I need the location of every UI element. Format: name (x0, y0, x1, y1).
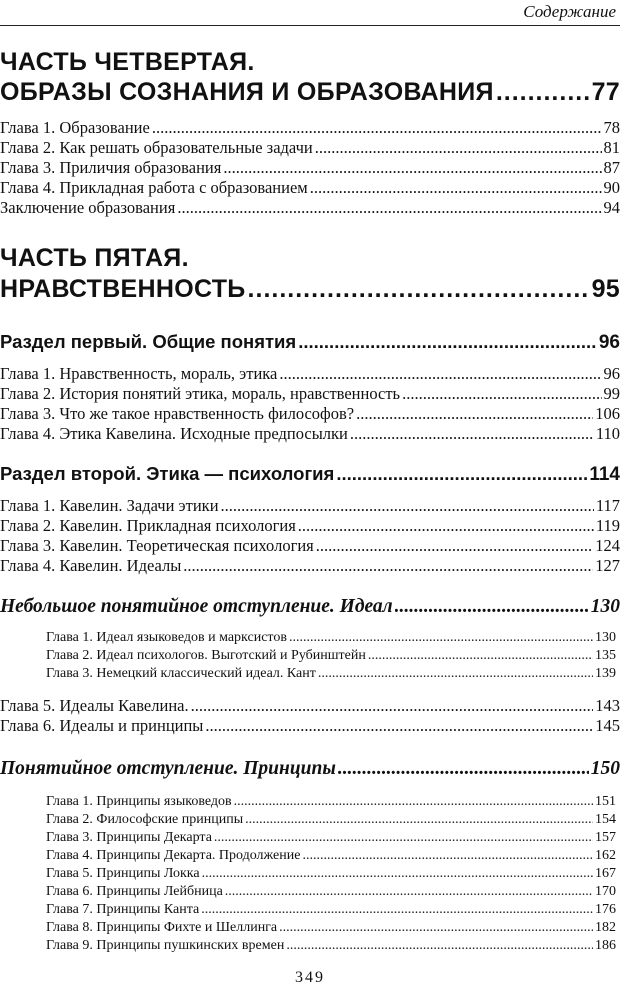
running-header: Содержание (523, 2, 616, 21)
toc-subentry (46, 648, 616, 664)
toc-entry (0, 536, 620, 556)
part5-title-line2: НРАВСТВЕННОСТЬ (0, 275, 246, 303)
toc-entry-title: Глава 8. Принципы Фихте и Шеллинга (46, 920, 278, 935)
part5-title-row (0, 275, 620, 304)
section1-title: Раздел первый. Общие понятия (0, 331, 297, 352)
toc-entry-page: 162 (595, 848, 616, 863)
toc-entry (0, 118, 620, 138)
toc-entry-page: 151 (595, 794, 616, 809)
toc-entry (0, 158, 620, 178)
toc-entry-title: Глава 2. История понятий этика, мораль, нравственность (0, 384, 401, 403)
toc-subentry (46, 830, 616, 846)
header-rule (0, 25, 620, 26)
toc-entry-page: 135 (595, 648, 616, 663)
part5-title-line1: ЧАСТЬ ПЯТАЯ. (0, 244, 189, 272)
toc-entry (0, 404, 620, 424)
toc-entry-title: Глава 2. Философские принципы (46, 812, 244, 827)
toc-entry-title: Глава 3. Что же такое нравственность философов? (0, 404, 355, 423)
section1-page: 96 (598, 332, 620, 353)
toc-entry-page: 170 (595, 884, 616, 899)
toc-entry (0, 198, 620, 218)
part4-page: 77 (591, 78, 620, 106)
toc-entry-title: Глава 2. Кавелин. Прикладная психология (0, 516, 296, 535)
toc-entry-page: 186 (595, 938, 616, 953)
toc-entry-title: Глава 3. Принципы Декарта (46, 830, 212, 845)
toc-entry-page: 154 (595, 812, 616, 827)
digression1-page: 130 (590, 596, 620, 617)
toc-entry-title: Глава 4. Прикладная работа с образованием (0, 178, 308, 197)
toc-entry-title: Глава 1. Кавелин. Задачи этики (0, 496, 219, 515)
digression1-title: Небольшое понятийное отступление. Идеал (0, 596, 393, 617)
toc-entry-title: Глава 1. Образование (0, 118, 150, 137)
part4-title-line2: ОБРАЗЫ СОЗНАНИЯ И ОБРАЗОВАНИЯ (0, 78, 494, 106)
part4-title-row (0, 78, 620, 107)
toc-entry-title: Глава 6. Принципы Лейбница (46, 884, 223, 899)
toc-subentry (46, 630, 616, 646)
toc-entry-title: Глава 5. Принципы Локка (46, 866, 200, 881)
section1-heading (0, 331, 620, 354)
toc-subentry (46, 848, 616, 864)
toc-entry-page: 78 (603, 118, 620, 137)
section2-page: 114 (589, 464, 620, 485)
toc-entry-title: Глава 4. Этика Кавелина. Исходные предпосылки (0, 424, 348, 443)
digression2-heading (0, 758, 620, 780)
toc-subentry (46, 884, 616, 900)
toc-entry (0, 556, 620, 576)
toc-entry-title: Глава 3. Приличия образования (0, 158, 222, 177)
digression2-title: Понятийное отступление. Принципы (0, 758, 336, 779)
toc-entry-page: 157 (595, 830, 616, 845)
toc-entry (0, 384, 620, 404)
toc-entry-title: Глава 4. Принципы Декарта. Продолжение (46, 848, 301, 863)
dot-leader (496, 78, 590, 107)
toc-entry-title: Глава 3. Кавелин. Теоретическая психология (0, 536, 314, 555)
toc-entry (0, 716, 620, 736)
toc-entry-title: Глава 3. Немецкий классический идеал. Кант (46, 666, 316, 681)
toc-entry-page: 119 (595, 516, 620, 535)
toc-entry-page: 110 (595, 424, 620, 443)
toc-subentry (46, 920, 616, 936)
toc-subentry (46, 866, 616, 882)
toc-entry-page: 94 (603, 198, 620, 217)
toc-entry-page: 130 (595, 630, 616, 645)
toc-entry (0, 696, 620, 716)
toc-entry-title: Глава 2. Как решать образовательные задачи (0, 138, 313, 157)
toc-entry-page: 90 (603, 178, 620, 197)
part4-title-line1: ЧАСТЬ ЧЕТВЕРТАЯ. (0, 48, 255, 76)
part5-page: 95 (591, 275, 620, 303)
toc-subentry (46, 938, 616, 954)
toc-entry-page: 124 (595, 536, 620, 555)
toc-entry-page: 99 (603, 384, 620, 403)
toc-entry (0, 516, 620, 536)
digression2-page: 150 (590, 758, 620, 779)
section2-title: Раздел второй. Этика — психология (0, 463, 335, 484)
toc-entry-page: 127 (595, 556, 620, 575)
toc-entry (0, 178, 620, 198)
toc-entry (0, 424, 620, 444)
toc-subentry (46, 812, 616, 828)
toc-entry-page: 96 (603, 364, 620, 383)
toc-entry (0, 496, 620, 516)
toc-entry-page: 106 (595, 404, 620, 423)
toc-entry-page: 145 (595, 716, 620, 735)
toc-entry-page: 117 (595, 496, 620, 515)
toc-entry-page: 182 (595, 920, 616, 935)
toc-entry-page: 87 (603, 158, 620, 177)
toc-entry-title: Глава 1. Нравственность, мораль, этика (0, 364, 278, 383)
toc-entry-title: Заключение образования (0, 198, 176, 217)
toc-entry-title: Глава 7. Принципы Канта (46, 902, 200, 917)
toc-entry-title: Глава 2. Идеал психологов. Выготский и Рубинштейн (46, 648, 366, 663)
toc-entry-title: Глава 6. Идеалы и принципы (0, 716, 204, 735)
toc-subentry (46, 794, 616, 810)
section2-heading (0, 463, 620, 486)
toc-entry-title: Глава 1. Принципы языковедов (46, 794, 232, 809)
toc-entry-title: Глава 1. Идеал языковедов и марксистов (46, 630, 287, 645)
toc-entry-page: 176 (595, 902, 616, 917)
toc-subentry (46, 902, 616, 918)
toc-entry-title: Глава 4. Кавелин. Идеалы (0, 556, 182, 575)
digression1-heading (0, 596, 620, 618)
toc-subentry (46, 666, 616, 682)
toc-entry-title: Глава 5. Идеалы Кавелина. (0, 696, 189, 715)
toc-entry-page: 81 (603, 138, 620, 157)
toc-entry-title: Глава 9. Принципы пушкинских времен (46, 938, 285, 953)
toc-entry-page: 143 (595, 696, 620, 715)
toc-entry-page: 139 (595, 666, 616, 681)
toc-entry-page: 167 (595, 866, 616, 881)
toc-entry (0, 364, 620, 384)
toc-entry (0, 138, 620, 158)
page-number: 349 (295, 969, 325, 986)
dot-leader (248, 275, 590, 304)
